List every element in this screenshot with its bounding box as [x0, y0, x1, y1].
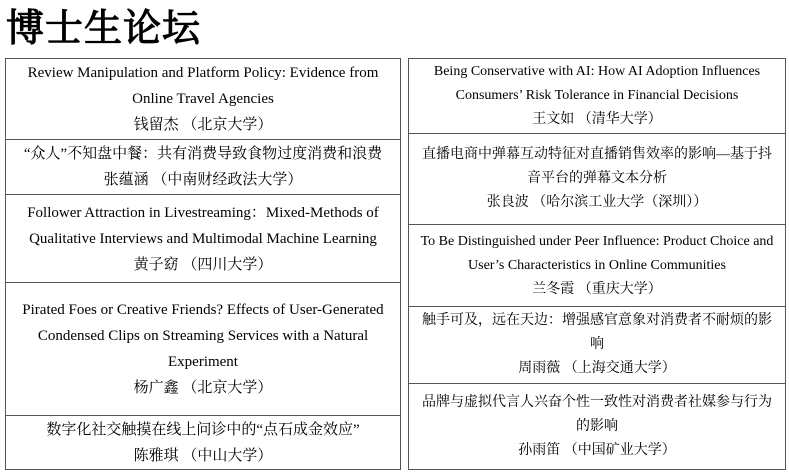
paper-author: 王文如 （清华大学） — [532, 112, 662, 127]
paper-entry — [5, 282, 401, 416]
paper-title: Being Conservative with AI: How AI Adoption Influences Consumers’ Risk Tolerance in Financial Decisions — [433, 64, 761, 103]
paper-author: 张良波 （哈尔滨工业大学（深圳）） — [486, 195, 708, 210]
paper-entry — [5, 415, 401, 470]
paper-title: To Be Distinguished under Peer Influence: Product Choice and User’s Characteristics in Online Communities — [420, 233, 774, 273]
paper-entry — [408, 58, 786, 134]
paper-author: 黄子窈 （四川大学） — [133, 256, 273, 273]
right-column — [408, 58, 786, 470]
paper-title: 品牌与虚拟代言人兴奋个性一致性对消费者社媒参与行为的影响 — [422, 394, 772, 434]
left-column — [5, 58, 401, 470]
paper-author: 钱留杰 （北京大学） — [133, 117, 273, 133]
paper-author: 杨广鑫 （北京大学） — [133, 380, 273, 396]
paper-title: 数字化社交触摸在线上问诊中的“点石成金效应” — [46, 421, 360, 438]
paper-entry — [5, 139, 401, 195]
paper-author: 陈雅琪 （中山大学） — [133, 447, 273, 464]
paper-entry — [408, 383, 786, 470]
paper-title: 触手可及，远在天边：增强感官意象对消费者不耐烦的影响 — [422, 313, 772, 352]
paper-title: 直播电商中弹幕互动特征对直播销售效率的影响—基于抖音平台的弹幕文本分析 — [422, 147, 772, 186]
paper-entry — [5, 58, 401, 140]
paper-author: 周雨薇 （上海交通大学） — [518, 361, 676, 376]
paper-title: Pirated Foes or Creative Friends? Effects of User-Generated Condensed Clips on Streaming Services with a Natural Experiment — [22, 302, 384, 370]
paper-title: Follower Attraction in Livestreaming：Mixed-Methods of Qualitative Interviews and Multimodal Machine Learning — [27, 204, 379, 247]
paper-entry — [408, 224, 786, 307]
paper-entry — [408, 306, 786, 384]
paper-entry — [5, 194, 401, 283]
page-title: 博士生论坛 — [6, 6, 202, 50]
paper-author: 孙雨笛 （中国矿业大学） — [518, 442, 676, 458]
paper-author: 兰冬霞 （重庆大学） — [532, 281, 662, 297]
paper-author: 张蕴涵 （中南财经政法大学） — [103, 172, 303, 188]
paper-title: Review Manipulation and Platform Policy: Evidence from Online Travel Agencies — [27, 65, 379, 107]
paper-entry — [408, 133, 786, 225]
paper-title: “众人”不知盘中餐：共有消费导致食物过度消费和浪费 — [23, 146, 383, 162]
